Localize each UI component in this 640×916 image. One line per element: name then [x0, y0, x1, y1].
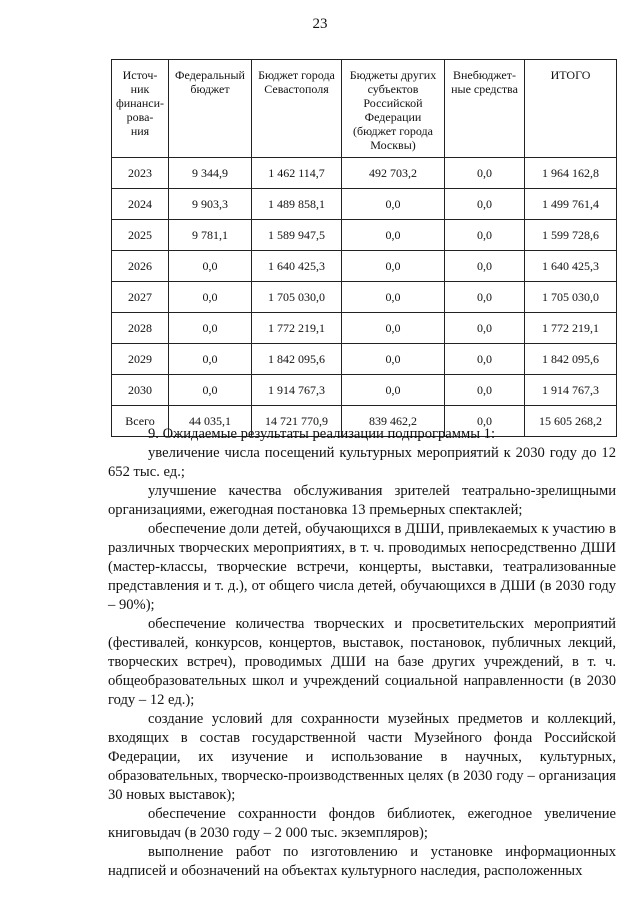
table-cell: 0,0	[169, 251, 252, 282]
table-cell: 9 344,9	[169, 158, 252, 189]
budget-table	[111, 59, 617, 437]
table-cell: 1 842 095,6	[252, 344, 342, 375]
table-cell: 2027	[112, 282, 169, 313]
header-sevastopol: Бюджет города Севастополя	[252, 60, 342, 158]
table-cell: 2025	[112, 220, 169, 251]
table-cell: 0,0	[342, 344, 445, 375]
result-item: выполнение работ по изготовлению и установке информационных надписей и обозначений на объектах культурного наследия, расположенных	[108, 844, 616, 879]
table-cell: 15 605 268,2	[525, 406, 617, 437]
table-row	[112, 344, 617, 375]
header-other-subjects: Бюджеты других субъектов Российской Федерации (бюджет города Москвы)	[342, 60, 445, 158]
table-cell: 2029	[112, 344, 169, 375]
table-row	[112, 251, 617, 282]
table-cell: 9 903,3	[169, 189, 252, 220]
table-cell: 1 705 030,0	[525, 282, 617, 313]
table-cell: 0,0	[445, 251, 525, 282]
table-cell: 0,0	[445, 375, 525, 406]
result-item: увеличение числа посещений культурных мероприятий к 2030 году до 12 652 тыс. ед.;	[108, 445, 616, 480]
header-source: Источ- ник финанси- рова- ния	[112, 60, 169, 158]
table-cell: 0,0	[445, 158, 525, 189]
table-cell: 0,0	[342, 313, 445, 344]
table-cell: 0,0	[342, 189, 445, 220]
table-cell: 0,0	[445, 220, 525, 251]
table-cell: 1 640 425,3	[525, 251, 617, 282]
table-cell: 1 964 162,8	[525, 158, 617, 189]
table-cell: 1 489 858,1	[252, 189, 342, 220]
page-number: 23	[312, 16, 328, 32]
table-cell: 0,0	[169, 313, 252, 344]
table-cell: 2024	[112, 189, 169, 220]
table-cell: 0,0	[169, 344, 252, 375]
table-cell: 1 772 219,1	[525, 313, 617, 344]
table-cell: 0,0	[342, 251, 445, 282]
table-row	[112, 313, 617, 344]
table-row	[112, 158, 617, 189]
table-cell: 2023	[112, 158, 169, 189]
table-cell: 839 462,2	[342, 406, 445, 437]
table-cell: 0,0	[342, 282, 445, 313]
table-header-row	[112, 60, 617, 158]
table-cell: 1 499 761,4	[525, 189, 617, 220]
result-item: обеспечение количества творческих и просветительских мероприятий (фестивалей, конкурсов, концертов, выставок, постановок, публичных лекций, творческих встреч), проводимых ДШИ на базе других учреждений, в т. ч. общеобразовательных школ и учреждений социальной направленности (в 2030 году – 12 ед.);	[108, 616, 616, 708]
table-row	[112, 375, 617, 406]
table-body	[112, 158, 617, 437]
results-text	[108, 425, 616, 881]
table-row	[112, 282, 617, 313]
table-cell: 1 772 219,1	[252, 313, 342, 344]
table-cell: 1 914 767,3	[525, 375, 617, 406]
table-cell: 1 589 947,5	[252, 220, 342, 251]
result-item: обеспечение доли детей, обучающихся в ДШИ, привлекаемых к участию в различных творческих мероприятиях, в т. ч. проводимых непосредственно ДШИ (мастер-классы, творческие встречи, концерты, выставки, театрализованные представления и т. д.), от общего числа детей, обучающихся в ДШИ (в 2030 году – 90%);	[108, 521, 616, 613]
result-item: обеспечение сохранности фондов библиотек, ежегодное увеличение книговыдач (в 2030 году – 2 000 тыс. экземпляров);	[108, 806, 616, 841]
table-cell: 2028	[112, 313, 169, 344]
table-cell: 1 705 030,0	[252, 282, 342, 313]
table-cell: 492 703,2	[342, 158, 445, 189]
result-item: создание условий для сохранности музейных предметов и коллекций, входящих в состав государственной части Музейного фонда Российской Федерации, их изучение и использование в научных, культурных, образовательных, творческо-производственных целях (в 2030 году – организация 30 новых выставок);	[108, 711, 616, 803]
table-cell: 2026	[112, 251, 169, 282]
header-extrabudgetary: Внебюджет- ные средства	[445, 60, 525, 158]
table-cell: 0,0	[445, 189, 525, 220]
table-cell: 1 462 114,7	[252, 158, 342, 189]
table-cell: 9 781,1	[169, 220, 252, 251]
table-cell: Всего	[112, 406, 169, 437]
header-total: ИТОГО	[525, 60, 617, 158]
table-row	[112, 220, 617, 251]
table-cell: 0,0	[342, 220, 445, 251]
table-cell: 0,0	[169, 375, 252, 406]
table-cell: 1 599 728,6	[525, 220, 617, 251]
table-cell: 1 640 425,3	[252, 251, 342, 282]
table-cell: 1 842 095,6	[525, 344, 617, 375]
table-cell: 0,0	[445, 344, 525, 375]
result-item: улучшение качества обслуживания зрителей театрально-зрелищными организациями, ежегодная постановка 13 премьерных спектаклей;	[108, 483, 616, 518]
table-cell: 2030	[112, 375, 169, 406]
table-cell: 14 721 770,9	[252, 406, 342, 437]
table-cell: 0,0	[445, 313, 525, 344]
table-cell: 0,0	[342, 375, 445, 406]
table-cell: 0,0	[445, 406, 525, 437]
table-row	[112, 189, 617, 220]
header-federal: Федеральный бюджет	[169, 60, 252, 158]
table-cell: 0,0	[169, 282, 252, 313]
section-heading: 9. Ожидаемые результаты реализации подпрограммы 1:	[148, 426, 496, 442]
table-cell: 1 914 767,3	[252, 375, 342, 406]
table-cell: 44 035,1	[169, 406, 252, 437]
table-cell: 0,0	[445, 282, 525, 313]
